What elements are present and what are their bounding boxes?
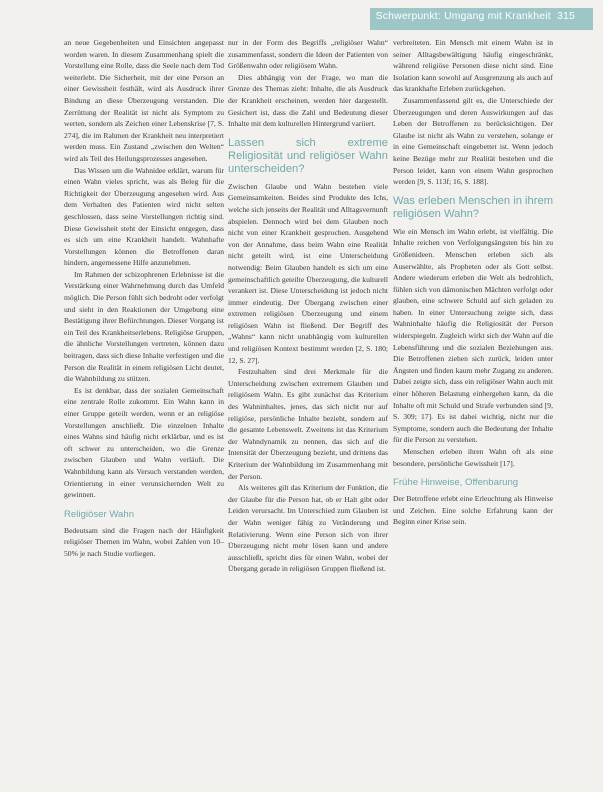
section-heading: Religiöser Wahn — [64, 508, 135, 520]
section-heading: Lassen sich extreme Religiosität und religiöser Wahn unterscheiden? — [228, 136, 388, 175]
header-band — [370, 8, 593, 30]
section-heading: Was erleben Menschen in ihrem religiösen Wahn? — [393, 194, 553, 220]
paragraph: nur in der Form des Begriffs „religiöser Wahn“ zusammenfasst, sondern die Ideen der Patienten von Größenwahn oder religiösem Wahn. — [228, 38, 388, 71]
page-header — [0, 0, 603, 30]
running-head-title: Schwerpunkt: Umgang mit Krankheit — [375, 11, 551, 22]
paragraph: Der Betroffene erlebt eine Erleuchtung als Hinweise und Zeichen. Eine solche Erfahrung kann der Beginn einer Krise sein. — [393, 494, 553, 527]
running-head — [376, 11, 575, 22]
paragraph: verbreiteten. Ein Mensch mit einem Wahn ist in seiner Alltagsbewältigung häufig eingeschränkt, während religiöse Personen diese nicht sind. Eine Isolation kann sowohl auf Ausgrenzung als auch auf das krankhafte Erleben zurückgehen. — [393, 38, 553, 94]
paragraph: Menschen erleben ihren Wahn oft als eine besondere, persönliche Gewissheit [17]. — [393, 447, 553, 468]
text-column-left — [64, 37, 224, 777]
paragraph: Zwischen Glaube und Wahn bestehen viele Gemeinsamkeiten. Beides sind Produkte des Ichs, welche sich jenseits der Realität und Alltagsvernunft abspielen. Dennoch wird bei dem Glauben noch nicht von einer Krankheit gesprochen. Ausgehend von der Annahme, dass beim Wahn eine Realität nicht geteilt wird, ist eine Unterscheidung notwendig: Beim Glauben handelt es sich um eine gemeinschaftlich geteilte Überzeugung, die kulturell verankert ist. Diese Unterscheidung ist jedoch nicht immer eindeutig. Der Übergang zwischen einer extremen religiösen Überzeugung und einem religiösen Wahn ist fließend. Der Begriff des „Wahns“ kann nicht unabhängig vom kulturellen und religiösen Kontext bestimmt werden [2, S. 180; 12, S. 27]. — [228, 181, 388, 365]
paragraph: Wie ein Mensch im Wahn erlebt, ist vielfältig. Die Inhalte reichen von Verfolgungsängsten bis hin zu Größenideen. Menschen erleben sich als Auserwählte, als Propheten oder als Gott selbst. Andere wiederum erleben die Welt als bedrohlich, fühlen sich von dämonischen Mächten verfolgt oder glauben, eine schwere Schuld auf sich geladen zu haben. In einer Untersuchung zeigte sich, dass Wahninhalte häufig die Religiosität der Person widerspiegeln. Zugleich wirkt sich der Wahn auf die Lebensführung und die sozialen Beziehungen aus. Die Betroffenen ziehen sich zurück, leiden unter Ängsten und finden kaum mehr Zugang zu anderen. Dabei zeigte sich, dass ein religiöser Wahn auch mit einer höheren Belastung einhergehen kann, da die Inhalte oft mit Schuld und Strafe verbunden sind [9, S. 309; 17]. Es ist dabei wichtig, nicht nur die Symptome, sondern auch die Bedeutung der Inhalte für die Person zu verstehen. — [393, 226, 553, 445]
paragraph: Als weiteres gilt das Kriterium der Funktion, die der Glaube für die Person hat, ob er Halt gibt oder Leiden verursacht. Im Unterschied zum Glauben ist der Wahn weniger fähig zu Veränderung und Relativierung. Wenn eine Person sich von ihrer Überzeugung nicht mehr lösen kann und andere ausschließt, spricht dies für einen Wahn, wobei der Übergang gerade in religiösen Gruppen fließend ist. — [228, 483, 388, 574]
text-column-right — [393, 37, 553, 777]
text-column-middle — [228, 37, 388, 777]
paragraph: Zusammenfassend gilt es, die Unterschiede der Überzeugungen und deren Auswirkungen auf das Leben der Betroffenen zu berücksichtigen. Der Glaube ist nicht als Wahn zu verstehen, solange er in eine Gemeinschaft eingebettet ist. Wenn jedoch keine Bezüge mehr zur Realität bestehen und die Person leidet, kann von einem Wahn gesprochen werden [9, S. 113f; 16, S. 188]. — [393, 95, 553, 187]
paragraph: Das Wissen um die Wahnidee erklärt, warum für einen Wahn vieles spricht, was als Beleg für die Richtigkeit der Überzeugung angesehen wird. Aus dem Verhalten des Patienten wird nicht selten geschlossen, dass seine Vorstellungen richtig sind. Diese Gewissheit steht der Einsicht entgegen, dass es sich um eine Krankheit handelt. Wahnhafte Vorstellungen können die Betroffenen daran hindern, angemessene Hilfe anzunehmen. — [64, 165, 224, 268]
paragraph: an neue Gegebenheiten und Einsichten angepasst worden waren. In diesem Zusammenhang spielt die Vorstellung eine Rolle, dass die Seele nach dem Tod weiterlebt. Die Sicherheit, mit der eine Person an einer Gewissheit festhält, wird als Ausdruck ihrer Bindung an diese Überzeugung verstanden. Die Zerrüttung der Realität ist nicht als Symptom zu werten, sondern als Zeichen einer Lebenskrise [7, S. 274], die im Rahmen der Krankheit neu interpretiert werden muss. Ein Zustand „zwischen den Welten“ wird als Teil des Heilungsprozesses angesehen. — [64, 38, 224, 163]
page-number: 315 — [557, 11, 575, 22]
section-heading: Frühe Hinweise, Offenbarung — [393, 477, 519, 489]
paragraph: Bedeutsam sind die Fragen nach der Häufigkeit religiöser Themen im Wahn, wobei Zahlen von 10–50% je nach Studie vorliegen. — [64, 525, 224, 558]
paragraph: Dies abhängig von der Frage, wo man die Grenze des Themas zieht: Inhalte, die als Ausdruck der Krankheit erscheinen, werden hier dargestellt. Gesichert ist, dass die Zahl und Bedeutung dieser Inhalte mit dem kulturellen Hintergrund variiert. — [228, 72, 388, 129]
paragraph: Im Rahmen der schizophrenen Erlebnisse ist die Verstärkung einer Wahrnehmung durch das Umfeld möglich. Die Person fühlt sich bedroht oder verfolgt und sieht in den Reaktionen der Umgebung eine Bestätigung ihrer Befürchtungen. Dieser Vorgang ist ein Teil des Krankheitserlebens. Religiöse Gruppen, die ähnliche Vorstellungen vertreten, können dazu beitragen, dass sich diese Inhalte verfestigen und die Person die Realität in einem religiösen Licht deutet, die Wahnbildung zu stützen. — [64, 269, 224, 384]
paragraph: Es ist denkbar, dass der sozialen Gemeinschaft eine zentrale Rolle zukommt. Ein Wahn kann in einer Gruppe geteilt werden, wenn er an religiöse Vorstellungen anschließt. Die einzelnen Inhalte eines Wahns sind häufig nicht erklärbar, und es ist oft schwer zu unterscheiden, wo die Grenze zwischen Glauben und Wahn verläuft. Die Wahnbildung kann als Versuch verstanden werden, Orientierung in einer verunsichernden Welt zu gewinnen. — [64, 385, 224, 500]
paragraph: Festzuhalten sind drei Merkmale für die Unterscheidung zwischen extremem Glauben und religiösem Wahn. Es gibt zunächst das Kriterium des Wahninhaltes, jenes, das sich nicht nur auf religiöse, persönliche Inhalte bezieht, sondern auf die gesamte Lebenswelt. Zweitens ist das Kriterium der Wahndynamik zu nennen, das sich auf die Intensität der Überzeugung bezieht, und drittens das Kriterium der Wahnbildung im Zusammenhang mit der Person. — [228, 367, 388, 481]
